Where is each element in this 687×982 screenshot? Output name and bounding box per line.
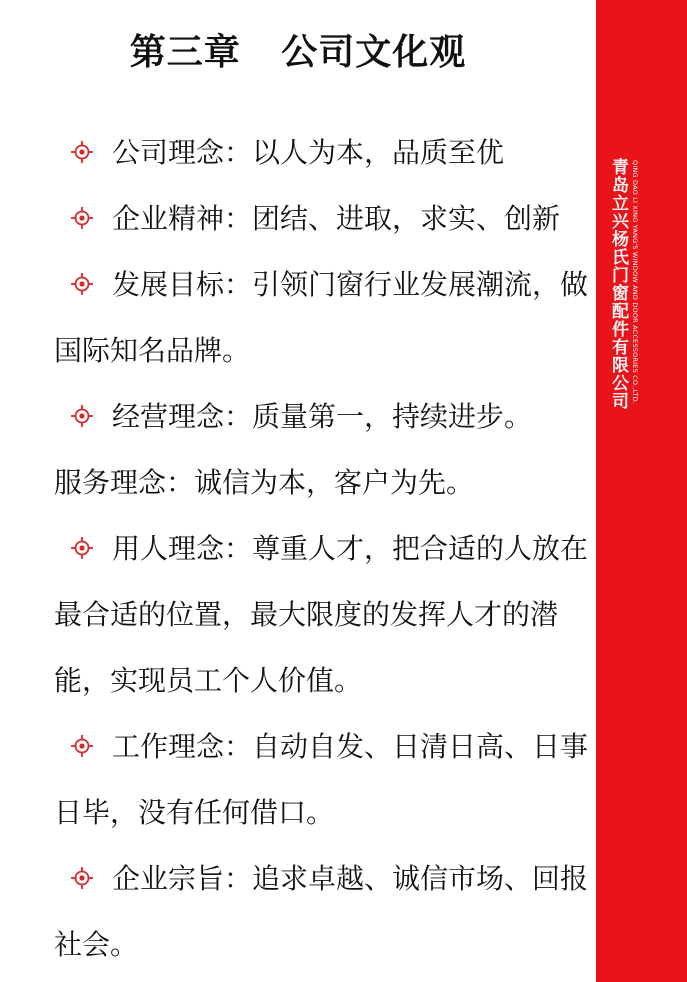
paragraph-text: 用人理念：尊重人才，把合适的人放在最合适的位置，最大限度的发挥人才的潜能，实现员工个人价值。 (54, 532, 589, 697)
paragraph-enterprise-spirit (54, 186, 589, 252)
crosshair-bullet-icon (70, 206, 94, 230)
crosshair-bullet-icon (70, 140, 94, 164)
paragraph-text: 公司理念：以人为本，品质至优 (112, 136, 505, 169)
paragraph-text: 企业宗旨：追求卓越、诚信市场、回报社会。 (54, 862, 589, 961)
paragraph-company-philosophy (54, 120, 589, 186)
crosshair-bullet-icon (70, 536, 94, 560)
company-name-english: QING DAO LI XING YANG'S WINDOW AND DOOR ACCESSORIES CO.,LTD. (631, 160, 639, 405)
paragraph-text: 服务理念：诚信为本，客户为先。 (54, 466, 475, 499)
paragraph-talent-philosophy (54, 516, 589, 714)
paragraph-service-philosophy (54, 450, 589, 516)
crosshair-bullet-icon (70, 734, 94, 758)
paragraph-text: 发展目标：引领门窗行业发展潮流，做国际知名品牌。 (54, 268, 589, 367)
paragraph-text: 经营理念：质量第一，持续进步。 (112, 400, 533, 433)
paragraph-development-goal (54, 252, 589, 384)
crosshair-bullet-icon (70, 404, 94, 428)
company-name-chinese: 青岛立兴杨氏门窗配件有限公司 (608, 158, 628, 410)
crosshair-bullet-icon (70, 272, 94, 296)
page-title: 第三章 公司文化观 (129, 32, 467, 73)
paragraph-text: 企业精神：团结、进取，求实、创新 (112, 202, 561, 235)
paragraph-work-philosophy (54, 714, 589, 846)
paragraph-business-philosophy (54, 384, 589, 450)
red-sidebar (596, 0, 687, 982)
paragraph-enterprise-purpose (54, 846, 589, 978)
paragraph-text: 工作理念：自动自发、日清日高、日事日毕，没有任何借口。 (54, 730, 589, 829)
crosshair-bullet-icon (70, 866, 94, 890)
culture-content (54, 120, 589, 978)
company-name-block (606, 158, 639, 410)
